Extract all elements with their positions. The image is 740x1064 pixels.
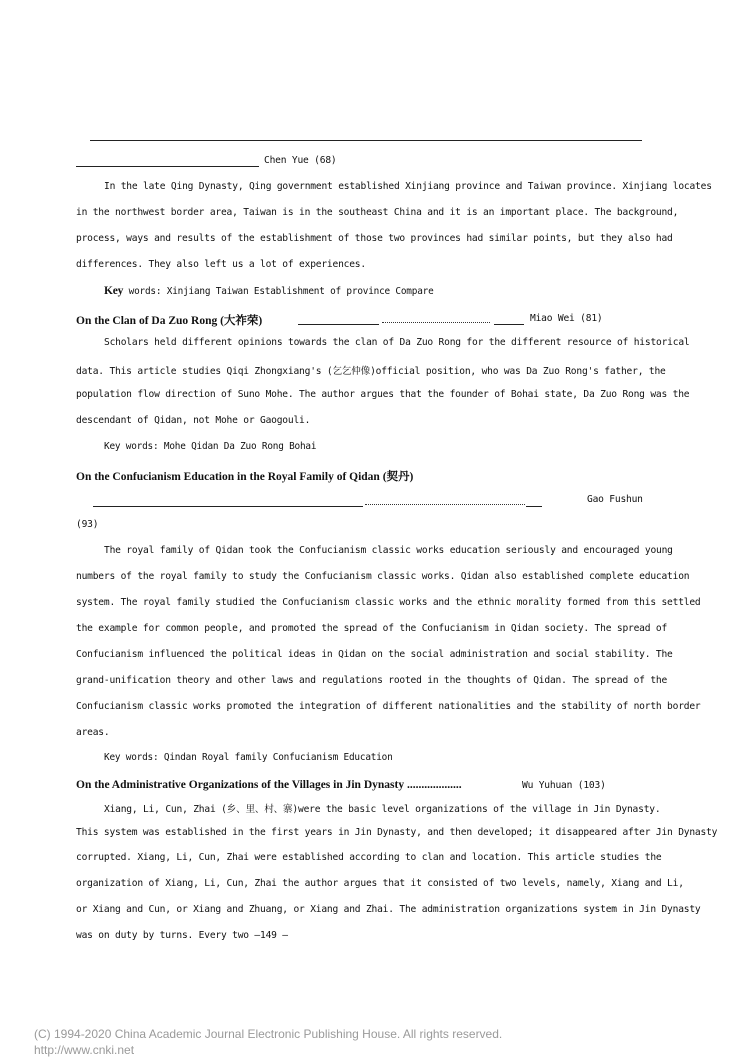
- article3-page: (93): [76, 519, 99, 530]
- article3-abstract-line: Confucianism influenced the political ideas in Qidan on the social administration and social stability. The: [76, 649, 673, 660]
- article1-abstract-line: differences. They also left us a lot of experiences.: [76, 259, 366, 270]
- title-leader-rule: [494, 324, 524, 325]
- article4-author: Wu Yuhuan (103): [522, 780, 606, 791]
- article3-abstract-line: areas.: [76, 727, 110, 738]
- article4-title: On the Administrative Organizations of the Villages in Jin Dynasty ...................: [76, 779, 462, 791]
- article3-title: On the Confucianism Education in the Royal Family of Qidan (契丹): [76, 471, 414, 483]
- article3-abstract-line: Confucianism classic works promoted the integration of different nationalities and the stability of north border: [76, 701, 701, 712]
- article3-abstract-line: numbers of the royal family to study the Confucianism classic works. Qidan also established complete education: [76, 571, 690, 582]
- article1-abstract-line: In the late Qing Dynasty, Qing government established Xinjiang province and Taiwan province. Xinjiang locates: [104, 181, 712, 192]
- article1-author: Chen Yue (68): [264, 155, 337, 166]
- keywords-label: Key: [104, 285, 124, 297]
- title-leader-dots: [365, 504, 525, 505]
- article2-author: Miao Wei (81): [530, 313, 603, 324]
- title-leader-rule: [298, 324, 379, 325]
- article4-abstract-line: Xiang, Li, Cun, Zhai (乡、里、村、寨)were the basic level organizations of the village in Jin Dynasty.: [104, 804, 661, 815]
- copyright-footer: (C) 1994-2020 China Academic Journal Electronic Publishing House. All rights reserved.: [34, 1027, 503, 1041]
- article3-abstract-line: system. The royal family studied the Confucianism classic works and the ethnic morality formed from this settled: [76, 597, 701, 608]
- article4-abstract-line: corrupted. Xiang, Li, Cun, Zhai were established according to clan and location. This article studies the: [76, 852, 662, 863]
- article4-abstract-line: This system was established in the first years in Jin Dynasty, and then developed; it disappeared after Jin Dynasty: [76, 827, 718, 838]
- article3-abstract-line: grand-unification theory and other laws and regulations rooted in the thoughts of Qidan. The spread of the: [76, 675, 668, 686]
- article4-abstract-line: or Xiang and Cun, or Xiang and Zhuang, or Xiang and Zhai. The administration organizations system in Jin Dynasty: [76, 904, 701, 915]
- title-leader-rule: [526, 506, 542, 507]
- article2-abstract-line: Scholars held different opinions towards the clan of Da Zuo Rong for the different resource of historical: [104, 337, 690, 348]
- article2-keywords: Key words: Mohe Qidan Da Zuo Rong Bohai: [104, 441, 317, 452]
- article2-abstract-line: data. This article studies Qiqi Zhongxiang's (乞乞仲像)official position, who was Da Zuo Rong's father, the: [76, 366, 666, 377]
- article3-abstract-line: The royal family of Qidan took the Confucianism classic works education seriously and encouraged young: [104, 545, 673, 556]
- article2-title: On the Clan of Da Zuo Rong (大祚荣): [76, 315, 263, 327]
- article3-abstract-line: the example for common people, and promoted the spread of the Confucianism in Qidan society. The spread of: [76, 623, 668, 634]
- keywords-text: words: Xinjiang Taiwan Establishment of province Compare: [128, 286, 434, 297]
- title-leader-dots: [382, 322, 490, 323]
- author-leader-rule: [76, 166, 259, 167]
- article4-abstract-line: organization of Xiang, Li, Cun, Zhai the author argues that it consisted of two levels, namely, Xiang and Li,: [76, 878, 684, 889]
- article3-author: Gao Fushun: [587, 494, 643, 505]
- top-rule: [90, 140, 642, 141]
- article3-keywords: Key words: Qindan Royal family Confucianism Education: [104, 752, 393, 763]
- article1-keywords: [104, 285, 434, 297]
- article2-abstract-line: population flow direction of Suno Mohe. The author argues that the founder of Bohai state, Da Zuo Rong was the: [76, 389, 690, 400]
- article1-abstract-line: process, ways and results of the establishment of those two provinces had similar points, but they also had: [76, 233, 673, 244]
- article4-abstract-line: was on duty by turns. Every two —149 —: [76, 930, 288, 941]
- article1-abstract-line: in the northwest border area, Taiwan is in the southeast China and it is an important place. The background,: [76, 207, 679, 218]
- article2-abstract-line: descendant of Qidan, not Mohe or Gaogouli.: [76, 415, 311, 426]
- title-leader-rule: [93, 506, 363, 507]
- cnki-link[interactable]: http://www.cnki.net: [34, 1043, 135, 1057]
